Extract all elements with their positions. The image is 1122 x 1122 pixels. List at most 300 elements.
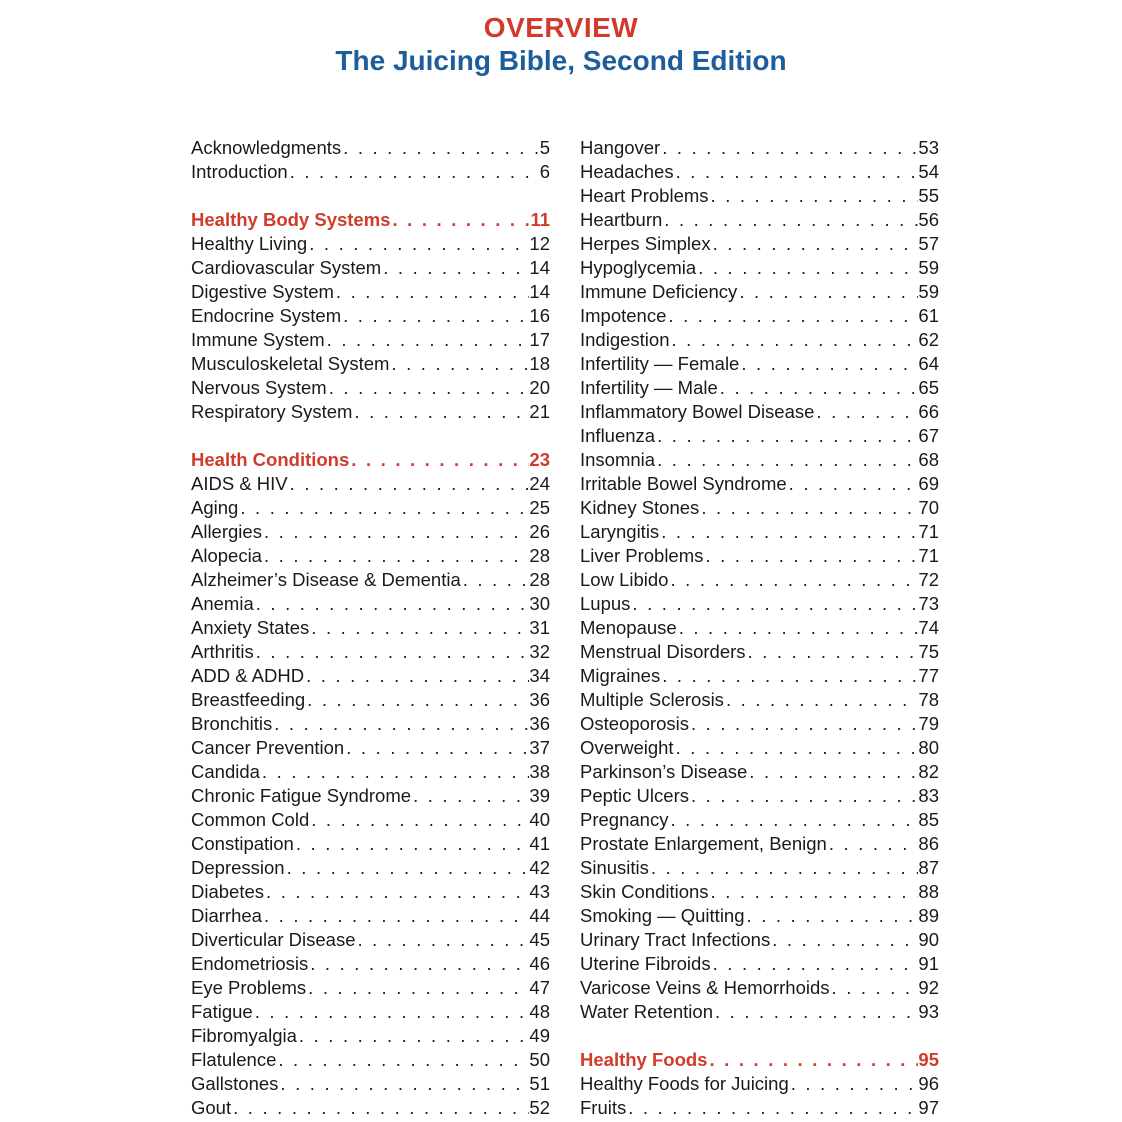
toc-entry-title: Flatulence (191, 1049, 277, 1070)
toc-entry-headaches[interactable] (580, 160, 939, 184)
toc-entry-title: Acknowledgments (191, 137, 342, 158)
toc-left-column (191, 136, 550, 1120)
dot-leader (325, 328, 530, 352)
toc-page-number: 18 (529, 353, 550, 374)
toc-entry-inflammatory-bowel-disease[interactable] (580, 400, 939, 424)
toc-entry-cardiovascular-system[interactable] (191, 256, 550, 280)
toc-entry-title: Anxiety States (191, 617, 310, 638)
toc-entry-title: Alzheimer’s Disease & Dementia (191, 569, 461, 590)
toc-page-number: 65 (918, 377, 939, 398)
toc-entry-heartburn[interactable] (580, 208, 939, 232)
toc-page-number: 87 (918, 857, 939, 878)
dot-leader (297, 1024, 530, 1048)
dot-leader (349, 448, 529, 472)
dot-leader (659, 520, 918, 544)
toc-entry-anxiety-states[interactable] (191, 616, 550, 640)
toc-page-number: 83 (918, 785, 939, 806)
toc-page-number: 51 (529, 1073, 550, 1094)
dot-leader (307, 232, 529, 256)
page-header (0, 12, 1122, 78)
toc-entry-skin-conditions[interactable] (580, 880, 939, 904)
toc-entry-lupus[interactable] (580, 592, 939, 616)
toc-entry-title: Eye Problems (191, 977, 307, 998)
toc-entry-title: Endocrine System (191, 305, 342, 326)
toc-page-number: 79 (918, 713, 939, 734)
dot-leader (689, 784, 918, 808)
toc-entry-peptic-ulcers[interactable] (580, 784, 939, 808)
dot-leader (381, 256, 529, 280)
dot-leader (666, 304, 918, 328)
toc-entry-title: Varicose Veins & Hemorrhoids (580, 977, 830, 998)
toc-entry-diarrhea[interactable] (191, 904, 550, 928)
toc-page-number: 50 (529, 1049, 550, 1070)
toc-entry-healthy-foods-for-juicing[interactable] (580, 1072, 939, 1096)
toc-entry-title: Uterine Fibroids (580, 953, 711, 974)
toc-page-number: 44 (529, 905, 550, 926)
toc-entry-urinary-tract-infections[interactable] (580, 928, 939, 952)
toc-entry-fatigue[interactable] (191, 1000, 550, 1024)
toc-entry-title: Urinary Tract Infections (580, 929, 771, 950)
toc-page-number: 93 (918, 1001, 939, 1022)
dot-leader (703, 544, 918, 568)
toc-page-number: 47 (529, 977, 550, 998)
dot-leader (709, 184, 919, 208)
toc-page-number: 6 (539, 161, 550, 182)
toc-entry-title: Arthritis (191, 641, 254, 662)
toc-page-number: 21 (529, 401, 550, 422)
toc-page-number: 24 (529, 473, 550, 494)
dot-leader (747, 760, 918, 784)
toc-entry-respiratory-system[interactable] (191, 400, 550, 424)
toc-entry-varicose-veins-hemorrhoids[interactable] (580, 976, 939, 1000)
toc-entry-chronic-fatigue-syndrome[interactable] (191, 784, 550, 808)
dot-leader (352, 400, 529, 424)
toc-entry-title: Healthy Body Systems (191, 209, 391, 230)
toc-entry-multiple-sclerosis[interactable] (580, 688, 939, 712)
toc-entry-title: Infertility — Male (580, 377, 718, 398)
toc-entry-acknowledgments[interactable] (191, 136, 550, 160)
dot-leader (278, 1072, 529, 1096)
toc-entry-title: Immune Deficiency (580, 281, 738, 302)
toc-entry-title: Kidney Stones (580, 497, 700, 518)
toc-entry-fruits[interactable] (580, 1096, 939, 1120)
toc-entry-title: Parkinson’s Disease (580, 761, 748, 782)
toc-entry-title: Skin Conditions (580, 881, 709, 902)
toc-page-number: 74 (918, 617, 939, 638)
toc-page-number: 71 (918, 521, 939, 542)
toc-page-number: 59 (918, 281, 939, 302)
toc-entry-prostate-enlargement-benign[interactable] (580, 832, 939, 856)
toc-page-number: 68 (918, 449, 939, 470)
dot-leader (238, 496, 529, 520)
toc-entry-sinusitis[interactable] (580, 856, 939, 880)
toc-entry-bronchitis[interactable] (191, 712, 550, 736)
toc-entry-overweight[interactable] (580, 736, 939, 760)
dot-leader (309, 808, 529, 832)
toc-page-number: 62 (918, 329, 939, 350)
dot-leader (713, 1000, 918, 1024)
toc-entry-title: Lupus (580, 593, 631, 614)
dot-leader (649, 856, 919, 880)
toc-entry-depression[interactable] (191, 856, 550, 880)
dot-leader (827, 832, 919, 856)
dot-leader (390, 208, 530, 232)
toc-entry-title: Alopecia (191, 545, 262, 566)
toc-entry-title: Nervous System (191, 377, 327, 398)
dot-leader (711, 232, 919, 256)
toc-entry-immune-deficiency[interactable] (580, 280, 939, 304)
toc-entry-title: Diabetes (191, 881, 265, 902)
toc-entry-title: Healthy Foods for Juicing (580, 1073, 789, 1094)
toc-entry-infertility-male[interactable] (580, 376, 939, 400)
toc-page-number: 66 (918, 401, 939, 422)
toc-page-number: 26 (529, 521, 550, 542)
toc-entry-digestive-system[interactable] (191, 280, 550, 304)
dot-leader (626, 1096, 918, 1120)
section-spacer (191, 184, 550, 208)
dot-leader (253, 1000, 530, 1024)
toc-entry-diabetes[interactable] (191, 880, 550, 904)
toc-entry-title: Diarrhea (191, 905, 262, 926)
toc-page-number: 92 (918, 977, 939, 998)
toc-entry-title: Fruits (580, 1097, 627, 1118)
toc-page-number: 40 (529, 809, 550, 830)
toc-entry-title: Healthy Foods (580, 1049, 708, 1070)
toc-entry-anemia[interactable] (191, 592, 550, 616)
toc-section-health-conditions[interactable] (191, 448, 550, 472)
dot-leader (718, 376, 919, 400)
toc-entry-diverticular-disease[interactable] (191, 928, 550, 952)
toc-entry-title: Headaches (580, 161, 674, 182)
dot-leader (770, 928, 918, 952)
toc-page-number: 86 (918, 833, 939, 854)
section-spacer (191, 424, 550, 448)
toc-entry-endometriosis[interactable] (191, 952, 550, 976)
dot-leader (707, 1048, 918, 1072)
toc-page-number: 17 (529, 329, 550, 350)
dot-leader (294, 832, 530, 856)
dot-leader (787, 472, 919, 496)
dot-leader (709, 880, 919, 904)
dot-leader (655, 448, 918, 472)
toc-page-number: 14 (529, 257, 550, 278)
toc-entry-title: Constipation (191, 833, 294, 854)
dot-leader (668, 808, 918, 832)
toc-entry-title: Overweight (580, 737, 674, 758)
toc-entry-eye-problems[interactable] (191, 976, 550, 1000)
dot-leader (668, 568, 918, 592)
toc-page-number: 52 (529, 1097, 550, 1118)
dot-leader (341, 136, 540, 160)
toc-entry-gallstones[interactable] (191, 1072, 550, 1096)
toc-entry-candida[interactable] (191, 760, 550, 784)
toc-entry-title: Prostate Enlargement, Benign (580, 833, 827, 854)
dot-leader (699, 496, 918, 520)
dot-leader (662, 208, 918, 232)
toc-section-healthy-foods[interactable] (580, 1048, 939, 1072)
toc-entry-title: AIDS & HIV (191, 473, 288, 494)
toc-entry-water-retention[interactable] (580, 1000, 939, 1024)
dot-leader (461, 568, 530, 592)
toc-entry-low-libido[interactable] (580, 568, 939, 592)
toc-entry-liver-problems[interactable] (580, 544, 939, 568)
dot-leader (254, 640, 530, 664)
toc-entry-title: Fatigue (191, 1001, 253, 1022)
section-spacer (580, 1024, 939, 1048)
toc-entry-title: Common Cold (191, 809, 310, 830)
toc-page-number: 72 (918, 569, 939, 590)
dot-leader (285, 856, 530, 880)
toc-entry-title: Sinusitis (580, 857, 649, 878)
toc-page-number: 31 (529, 617, 550, 638)
dot-leader (276, 1048, 529, 1072)
overview-heading: OVERVIEW (483, 12, 639, 43)
dot-leader (304, 664, 529, 688)
toc-entry-title: Gallstones (191, 1073, 279, 1094)
toc-entry-infertility-female[interactable] (580, 352, 939, 376)
book-title: The Juicing Bible, Second Edition (335, 45, 787, 76)
toc-entry-gout[interactable] (191, 1096, 550, 1120)
toc-entry-insomnia[interactable] (580, 448, 939, 472)
dot-leader (327, 376, 530, 400)
toc-page-number: 38 (529, 761, 550, 782)
dot-leader (305, 688, 529, 712)
dot-leader (272, 712, 529, 736)
toc-entry-title: Health Conditions (191, 449, 350, 470)
toc-entry-title: Influenza (580, 425, 656, 446)
toc-entry-title: Immune System (191, 329, 325, 350)
toc-page-number: 61 (918, 305, 939, 326)
toc-entry-title: Water Retention (580, 1001, 713, 1022)
dot-leader (655, 424, 918, 448)
toc-entry-title: Cancer Prevention (191, 737, 345, 758)
dot-leader (745, 904, 919, 928)
toc-entry-title: Fibromyalgia (191, 1025, 297, 1046)
toc-page-number: 30 (529, 593, 550, 614)
toc-entry-title: Chronic Fatigue Syndrome (191, 785, 412, 806)
toc-page-number: 46 (529, 953, 550, 974)
toc-entry-alopecia[interactable] (191, 544, 550, 568)
toc-entry-musculoskeletal-system[interactable] (191, 352, 550, 376)
toc-page-number: 54 (918, 161, 939, 182)
toc-page-number: 69 (918, 473, 939, 494)
toc-entry-title: Laryngitis (580, 521, 660, 542)
toc-entry-alzheimer-s-disease-dementia[interactable] (191, 568, 550, 592)
dot-leader (674, 736, 919, 760)
toc-entry-title: Diverticular Disease (191, 929, 356, 950)
dot-leader (288, 472, 530, 496)
toc-right-column (580, 136, 939, 1120)
toc-entry-title: Introduction (191, 161, 288, 182)
toc-page-number: 12 (529, 233, 550, 254)
dot-leader (306, 976, 529, 1000)
toc-page-number: 85 (918, 809, 939, 830)
toc-entry-title: Anemia (191, 593, 254, 614)
toc-entry-immune-system[interactable] (191, 328, 550, 352)
toc-page-number: 71 (918, 545, 939, 566)
toc-page-number: 14 (529, 281, 550, 302)
toc-entry-common-cold[interactable] (191, 808, 550, 832)
toc-entry-title: Respiratory System (191, 401, 353, 422)
toc-page-number: 41 (529, 833, 550, 854)
dot-leader (696, 256, 918, 280)
dot-leader (411, 784, 529, 808)
dot-leader (308, 952, 529, 976)
toc-entry-indigestion[interactable] (580, 328, 939, 352)
dot-leader (814, 400, 918, 424)
toc-entry-arthritis[interactable] (191, 640, 550, 664)
toc-entry-title: Impotence (580, 305, 667, 326)
dot-leader (660, 664, 918, 688)
dot-leader (739, 352, 918, 376)
toc-page-number: 90 (918, 929, 939, 950)
dot-leader (260, 760, 530, 784)
dot-leader (264, 880, 529, 904)
toc-entry-title: Infertility — Female (580, 353, 740, 374)
dot-leader (677, 616, 919, 640)
toc-page-number: 32 (529, 641, 550, 662)
toc-entry-parkinson-s-disease[interactable] (580, 760, 939, 784)
toc-entry-osteoporosis[interactable] (580, 712, 939, 736)
toc-entry-allergies[interactable] (191, 520, 550, 544)
toc-entry-title: Gout (191, 1097, 232, 1118)
toc-entry-title: Migraines (580, 665, 661, 686)
toc-entry-impotence[interactable] (580, 304, 939, 328)
dot-leader (262, 520, 529, 544)
toc-page-number: 36 (529, 689, 550, 710)
toc-entry-pregnancy[interactable] (580, 808, 939, 832)
toc-page-number: 55 (918, 185, 939, 206)
dot-leader (669, 328, 918, 352)
dot-leader (344, 736, 529, 760)
toc-entry-title: Aging (191, 497, 239, 518)
toc-entry-nervous-system[interactable] (191, 376, 550, 400)
toc-entry-breastfeeding[interactable] (191, 688, 550, 712)
toc-page-number: 25 (529, 497, 550, 518)
toc-entry-menopause[interactable] (580, 616, 939, 640)
toc-page-number: 57 (918, 233, 939, 254)
toc-entry-fibromyalgia[interactable] (191, 1024, 550, 1048)
toc-page-number: 34 (529, 665, 550, 686)
dot-leader (254, 592, 530, 616)
toc-entry-title: Osteoporosis (580, 713, 689, 734)
toc-entry-title: Allergies (191, 521, 262, 542)
toc-entry-title: Heart Problems (580, 185, 709, 206)
toc-entry-title: Healthy Living (191, 233, 308, 254)
toc-entry-title: Hypoglycemia (580, 257, 697, 278)
dot-leader (356, 928, 530, 952)
toc-entry-heart-problems[interactable] (580, 184, 939, 208)
toc-entry-cancer-prevention[interactable] (191, 736, 550, 760)
toc-page-number: 67 (918, 425, 939, 446)
toc-entry-hypoglycemia[interactable] (580, 256, 939, 280)
toc-page-number: 88 (918, 881, 939, 902)
toc-entry-aging[interactable] (191, 496, 550, 520)
dot-leader (737, 280, 918, 304)
toc-page-number: 64 (918, 353, 939, 374)
toc-entry-title: Irritable Bowel Syndrome (580, 473, 787, 494)
toc-entry-influenza[interactable] (580, 424, 939, 448)
dot-leader (746, 640, 919, 664)
toc-entry-title: Bronchitis (191, 713, 273, 734)
toc-page-number: 39 (529, 785, 550, 806)
toc-entry-title: Musculoskeletal System (191, 353, 390, 374)
toc-entry-title: Breastfeeding (191, 689, 306, 710)
toc-entry-menstrual-disorders[interactable] (580, 640, 939, 664)
dot-leader (262, 904, 529, 928)
toc-entry-endocrine-system[interactable] (191, 304, 550, 328)
toc-page-number: 80 (918, 737, 939, 758)
toc-entry-smoking-quitting[interactable] (580, 904, 939, 928)
toc-page-number: 96 (918, 1073, 939, 1094)
toc-page-number: 42 (529, 857, 550, 878)
toc-page-number: 45 (529, 929, 550, 950)
dot-leader (789, 1072, 919, 1096)
toc-page-number: 43 (529, 881, 550, 902)
toc-page-number: 28 (529, 545, 550, 566)
toc-entry-add-adhd[interactable] (191, 664, 550, 688)
toc-entry-title: Depression (191, 857, 285, 878)
toc-entry-title: Smoking — Quitting (580, 905, 745, 926)
toc-page-number: 36 (529, 713, 550, 734)
toc-entry-title: Multiple Sclerosis (580, 689, 724, 710)
toc-entry-title: Digestive System (191, 281, 334, 302)
toc-page-number: 5 (539, 137, 550, 158)
toc-entry-title: Low Libido (580, 569, 669, 590)
toc-entry-healthy-living[interactable] (191, 232, 550, 256)
toc-entry-introduction[interactable] (191, 160, 550, 184)
dot-leader (724, 688, 918, 712)
dot-leader (711, 952, 919, 976)
toc-page-number: 82 (918, 761, 939, 782)
toc-entry-constipation[interactable] (191, 832, 550, 856)
toc-page-number: 48 (529, 1001, 550, 1022)
toc-page-number: 11 (530, 209, 550, 230)
toc-page-number: 95 (918, 1049, 939, 1070)
toc-entry-title: Peptic Ulcers (580, 785, 689, 806)
toc-section-healthy-body-systems[interactable] (191, 208, 550, 232)
toc-entry-title: Heartburn (580, 209, 663, 230)
toc-page-number: 53 (918, 137, 939, 158)
toc-entry-title: Endometriosis (191, 953, 309, 974)
toc-entry-kidney-stones[interactable] (580, 496, 939, 520)
toc-entry-title: Liver Problems (580, 545, 704, 566)
toc-page-number: 28 (529, 569, 550, 590)
dot-leader (630, 592, 918, 616)
toc-entry-title: Pregnancy (580, 809, 669, 830)
toc-entry-title: Hangover (580, 137, 661, 158)
toc-page-number: 73 (918, 593, 939, 614)
dot-leader (341, 304, 529, 328)
toc-entry-uterine-fibroids[interactable] (580, 952, 939, 976)
toc-page-number: 77 (918, 665, 939, 686)
dot-leader (830, 976, 919, 1000)
toc-page-number: 59 (918, 257, 939, 278)
toc-entry-title: Cardiovascular System (191, 257, 382, 278)
toc-entry-herpes-simplex[interactable] (580, 232, 939, 256)
toc-entry-migraines[interactable] (580, 664, 939, 688)
toc-page-number: 56 (918, 209, 939, 230)
toc-entry-laryngitis[interactable] (580, 520, 939, 544)
toc-entry-title: Insomnia (580, 449, 656, 470)
toc-entry-flatulence[interactable] (191, 1048, 550, 1072)
toc-entry-aids-hiv[interactable] (191, 472, 550, 496)
toc-entry-title: Menstrual Disorders (580, 641, 746, 662)
toc-entry-irritable-bowel-syndrome[interactable] (580, 472, 939, 496)
toc-page-number: 23 (529, 449, 550, 470)
toc-entry-hangover[interactable] (580, 136, 939, 160)
dot-leader (389, 352, 529, 376)
